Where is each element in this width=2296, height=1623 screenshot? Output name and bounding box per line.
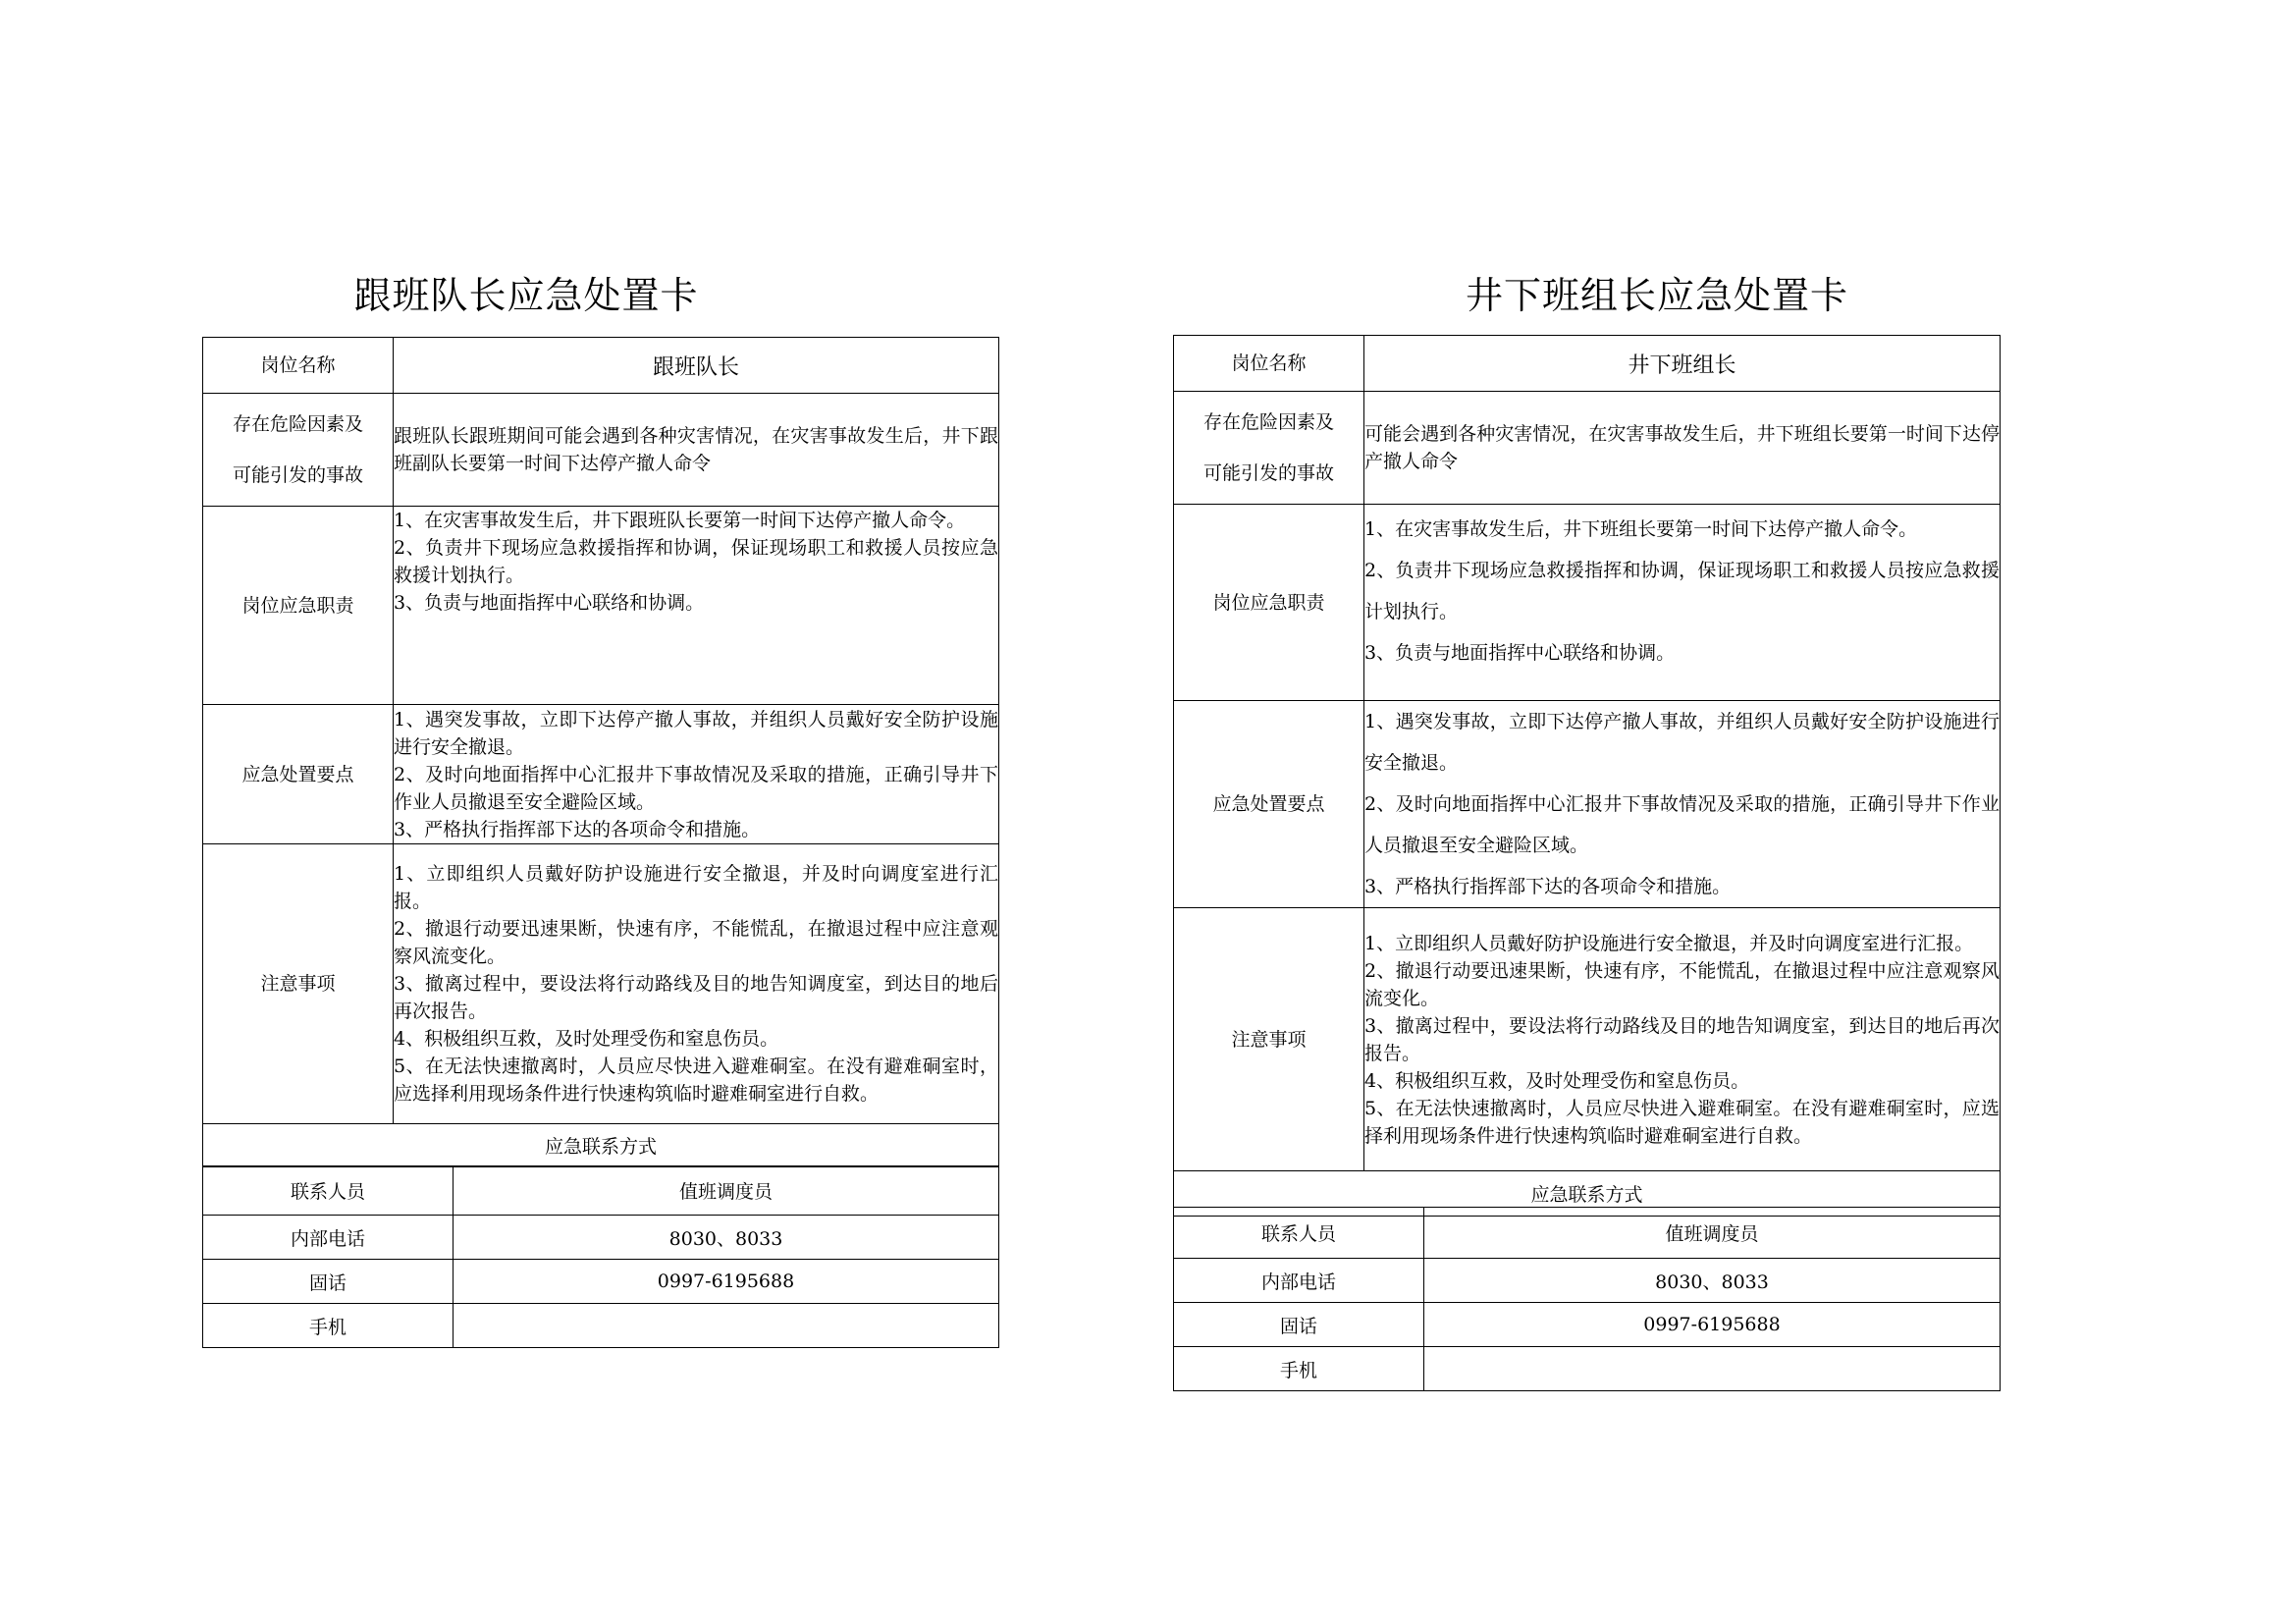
duty-item: 1、在灾害事故发生后，井下跟班队长要第一时间下达停产撤人命令。 — [394, 510, 966, 531]
hazard-label — [203, 394, 394, 507]
duty-item: 2、负责井下现场应急救援指挥和协调，保证现场职工和救援人员按应急救援计划执行。 — [1364, 560, 2000, 622]
post-row — [203, 338, 999, 394]
contact-table — [1173, 1207, 2001, 1391]
contact-table — [202, 1165, 999, 1348]
post-row — [1174, 336, 2001, 392]
contact-title: 应急联系方式 — [1174, 1171, 2001, 1217]
contact-label: 联系人员 — [1174, 1208, 1424, 1259]
hazard-label-line1: 存在危险因素及 — [1202, 411, 1334, 433]
note-label: 注意事项 — [203, 844, 394, 1124]
contact-value: 0997-6195688 — [1424, 1303, 2001, 1347]
key-item: 2、及时向地面指挥中心汇报井下事故情况及采取的措施，正确引导井下作业人员撤退至安全避险区域。 — [394, 763, 998, 813]
contact-label: 内部电话 — [1174, 1259, 1424, 1303]
note-item: 2、撤退行动要迅速果断，快速有序，不能慌乱，在撤退过程中应注意观察风流变化。 — [394, 918, 998, 967]
duty-row — [203, 507, 999, 705]
note-item: 5、在无法快速撤离时，人员应尽快进入避难硐室。在没有避难硐室时，应选择利用现场条件进行快速构筑临时避难硐室进行自救。 — [1364, 1097, 2000, 1147]
note-list — [1364, 908, 2001, 1171]
emergency-card-table — [1173, 335, 2001, 1217]
contact-label: 固话 — [203, 1260, 454, 1304]
hazard-value: 跟班队长跟班期间可能会遇到各种灾害情况，在灾害事故发生后，井下跟班副队长要第一时间下达停产撤人命令 — [394, 394, 999, 507]
duty-row — [1174, 505, 2001, 701]
post-value: 跟班队长 — [394, 338, 999, 394]
contact-value: 0997-6195688 — [454, 1260, 999, 1304]
note-item: 5、在无法快速撤离时，人员应尽快进入避难硐室。在没有避难硐室时，应选择利用现场条件进行快速构筑临时避难硐室进行自救。 — [394, 1055, 998, 1105]
duty-list — [394, 507, 999, 705]
contact-row — [203, 1166, 999, 1216]
contact-value: 8030、8033 — [1424, 1259, 2001, 1303]
key-label: 应急处置要点 — [203, 705, 394, 844]
note-item: 3、撤离过程中，要设法将行动路线及目的地告知调度室，到达目的地后再次报告。 — [394, 973, 998, 1022]
note-item: 4、积极组织互救，及时处理受伤和窒息伤员。 — [394, 1028, 779, 1050]
key-label: 应急处置要点 — [1174, 701, 1364, 908]
duty-item: 3、负责与地面指挥中心联络和协调。 — [394, 592, 705, 614]
note-list — [394, 844, 999, 1124]
key-item: 1、遇突发事故，立即下达停产撤人事故，并组织人员戴好安全防护设施进行安全撤退。 — [394, 708, 998, 758]
key-item: 2、及时向地面指挥中心汇报井下事故情况及采取的措施，正确引导井下作业人员撤退至安全避险区域。 — [1364, 793, 2000, 856]
post-value: 井下班组长 — [1364, 336, 2001, 392]
note-item: 1、立即组织人员戴好防护设施进行安全撤退，并及时向调度室进行汇报。 — [394, 863, 998, 912]
hazard-row — [203, 394, 999, 507]
note-label: 注意事项 — [1174, 908, 1364, 1171]
contact-row — [203, 1304, 999, 1348]
hazard-label-line2: 可能引发的事故 — [1202, 462, 1334, 484]
duty-label: 岗位应急职责 — [203, 507, 394, 705]
contact-row — [203, 1260, 999, 1304]
key-item: 3、严格执行指挥部下达的各项命令和措施。 — [1364, 876, 1732, 897]
contact-row — [1174, 1259, 2001, 1303]
hazard-row — [1174, 392, 2001, 505]
contact-value: 8030、8033 — [454, 1216, 999, 1260]
hazard-value: 可能会遇到各种灾害情况，在灾害事故发生后，井下班组长要第一时间下达停产撤人命令 — [1364, 392, 2001, 505]
note-item: 3、撤离过程中，要设法将行动路线及目的地告知调度室，到达目的地后再次报告。 — [1364, 1014, 2000, 1064]
post-label: 岗位名称 — [1174, 336, 1364, 392]
note-item: 1、立即组织人员戴好防护设施进行安全撤退，并及时向调度室进行汇报。 — [1364, 932, 1974, 954]
contact-row — [1174, 1347, 2001, 1391]
duty-item: 2、负责井下现场应急救援指挥和协调，保证现场职工和救援人员按应急救援计划执行。 — [394, 537, 998, 586]
duty-label: 岗位应急职责 — [1174, 505, 1364, 701]
hazard-label-line1: 存在危险因素及 — [232, 413, 363, 435]
contact-label: 内部电话 — [203, 1216, 454, 1260]
contact-row — [1174, 1303, 2001, 1347]
hazard-label — [1174, 392, 1364, 505]
key-item: 1、遇突发事故，立即下达停产撤人事故，并组织人员戴好安全防护设施进行安全撤退。 — [1364, 711, 2000, 774]
contact-title-row — [203, 1124, 999, 1167]
key-item: 3、严格执行指挥部下达的各项命令和措施。 — [394, 818, 761, 840]
contact-label: 手机 — [1174, 1347, 1424, 1391]
key-row — [1174, 701, 2001, 908]
contact-label: 联系人员 — [203, 1166, 454, 1216]
key-list — [394, 705, 999, 844]
contact-label: 固话 — [1174, 1303, 1424, 1347]
contact-value: 值班调度员 — [1424, 1208, 2001, 1259]
duty-item: 3、负责与地面指挥中心联络和协调。 — [1364, 642, 1676, 664]
note-item: 2、撤退行动要迅速果断，快速有序，不能慌乱，在撤退过程中应注意观察风流变化。 — [1364, 959, 2000, 1009]
duty-item: 1、在灾害事故发生后，井下班组长要第一时间下达停产撤人命令。 — [1364, 518, 1918, 540]
duty-list — [1364, 505, 2001, 701]
contact-label: 手机 — [203, 1304, 454, 1348]
hazard-label-line2: 可能引发的事故 — [232, 464, 363, 486]
contact-row — [203, 1216, 999, 1260]
contact-value — [454, 1304, 999, 1348]
card-title: 井下班组长应急处置卡 — [1465, 274, 1848, 317]
emergency-card-table — [202, 337, 999, 1167]
contact-title: 应急联系方式 — [203, 1124, 999, 1167]
contact-row — [1174, 1208, 2001, 1259]
contact-value — [1424, 1347, 2001, 1391]
card-title: 跟班队长应急处置卡 — [353, 274, 699, 317]
key-list — [1364, 701, 2001, 908]
note-item: 4、积极组织互救，及时处理受伤和窒息伤员。 — [1364, 1069, 1750, 1092]
key-row — [203, 705, 999, 844]
contact-value: 值班调度员 — [454, 1166, 999, 1216]
post-label: 岗位名称 — [203, 338, 394, 394]
note-row — [203, 844, 999, 1124]
note-row — [1174, 908, 2001, 1171]
